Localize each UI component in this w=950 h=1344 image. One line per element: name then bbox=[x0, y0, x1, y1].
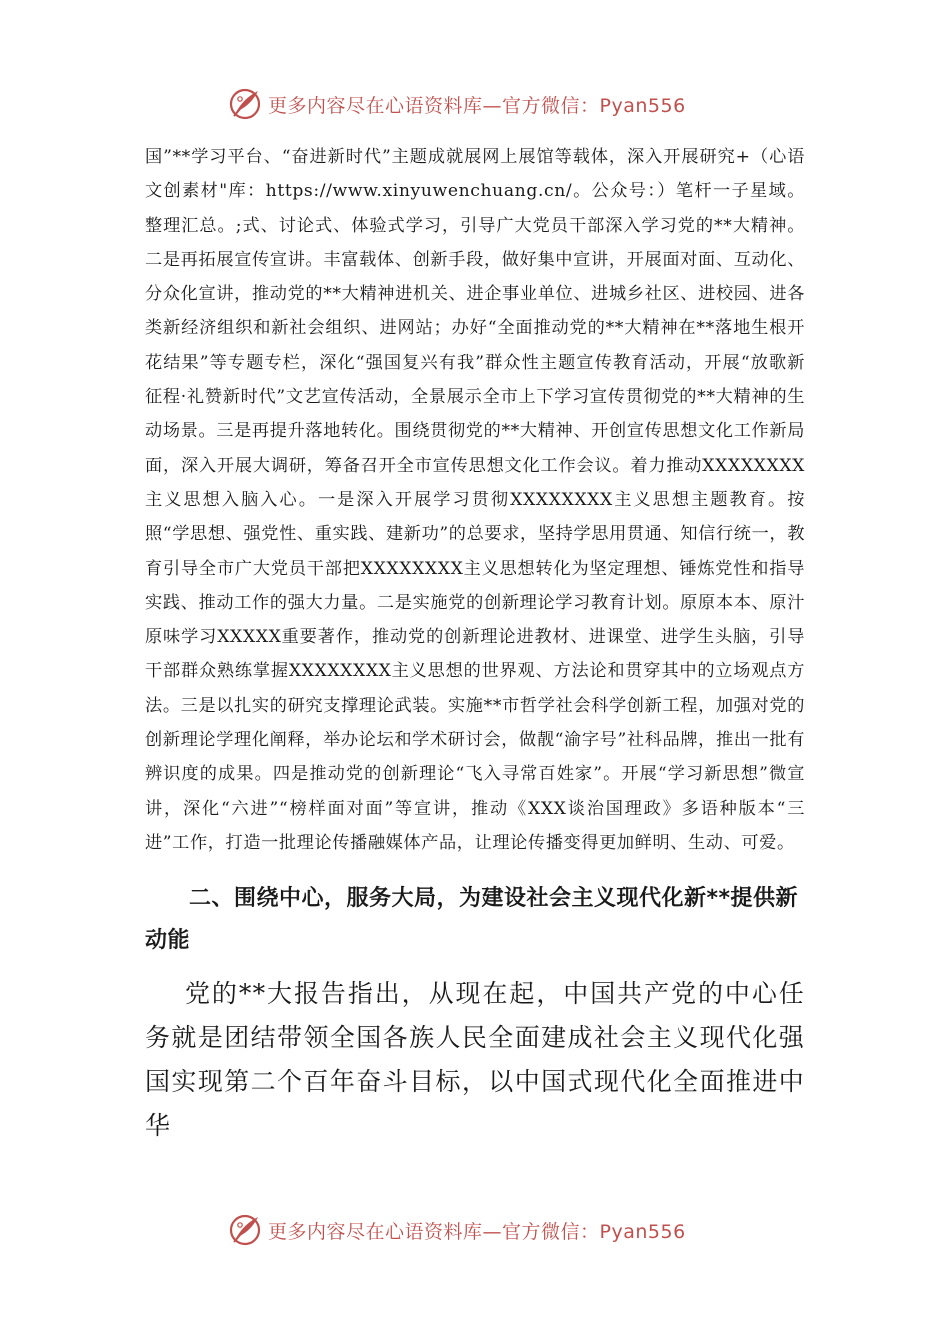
footer-watermark bbox=[228, 1210, 728, 1250]
watermark-text: 更多内容尽在心语资料库—官方微信：Pyan556 bbox=[268, 94, 686, 117]
section-paragraph: 党的**大报告指出，从现在起，中国共产党的中心任务就是团结带领全国各族人民全面建成社会主义现代化强国实现第二个百年奋斗目标，以中国式现代化全面推进中华 bbox=[145, 979, 805, 1141]
header-watermark bbox=[228, 84, 728, 124]
quill-logo-icon bbox=[228, 1213, 262, 1247]
section-heading: 二、围绕中心，服务大局，为建设社会主义现代化新**提供新动能 bbox=[145, 886, 799, 954]
watermark-text: 更多内容尽在心语资料库—官方微信：Pyan556 bbox=[268, 1220, 686, 1243]
quill-logo-icon bbox=[228, 87, 262, 121]
body-paragraph: 国”**学习平台、“奋进新时代”主题成就展网上展馆等载体，深入开展研究+（心语文创素材"库：https://www.xinyuwenchuang.cn/。公众号：）笔杆一子星域。整理汇总。;式、讨论式、体验式学习，引导广大党员干部深入学习党的**大精神。二是再拓展宣传宣讲。丰富载体、创新手段，做好集中宣讲，开展面对面、互动化、分众化宣讲，推动党的**大精神进机关、进企事业单位、进城乡社区、进校园、进各类新经济组织和新社会组织、进网站；办好“全面推动党的**大精神在**落地生根开花结果”等专题专栏，深化“强国复兴有我”群众性主题宣传教育活动，开展“放歌新征程·礼赞新时代”文艺宣传活动，全景展示全市上下学习宣传贯彻党的**大精神的生动场景。三是再提升落地转化。围绕贯彻党的**大精神、开创宣传思想文化工作新局面，深入开展大调研，筹备召开全市宣传思想文化工作会议。着力推动XXXXXXXX主义思想入脑入心。一是深入开展学习贯彻XXXXXXXX主义思想主题教育。按照“学思想、强党性、重实践、建新功”的总要求，坚持学思用贯通、知信行统一，教育引导全市广大党员干部把XXXXXXXX主义思想转化为坚定理想、锤炼党性和指导实践、推动工作的强大力量。二是实施党的创新理论学习教育计划。原原本本、原汁原味学习XXXXX重要著作，推动党的创新理论进教材、进课堂、进学生头脑，引导干部群众熟练掌握XXXXXXXX主义思想的世界观、方法论和贯穿其中的立场观点方法。三是以扎实的研究支撑理论武装。实施**市哲学社会科学创新工程，加强对党的创新理论学理化阐释，举办论坛和学术研讨会，做靓“渝字号”社科品牌，推出一批有辨识度的成果。四是推动党的创新理论“飞入寻常百姓家”。开展“学习新思想”微宣讲，深化“六进”“榜样面对面”等宣讲，推动《XXX谈治国理政》多语种版本“三进”工作，打造一批理论传播融媒体产品，让理论传播变得更加鲜明、生动、可爱。 bbox=[145, 147, 805, 853]
document-content bbox=[145, 140, 805, 1148]
